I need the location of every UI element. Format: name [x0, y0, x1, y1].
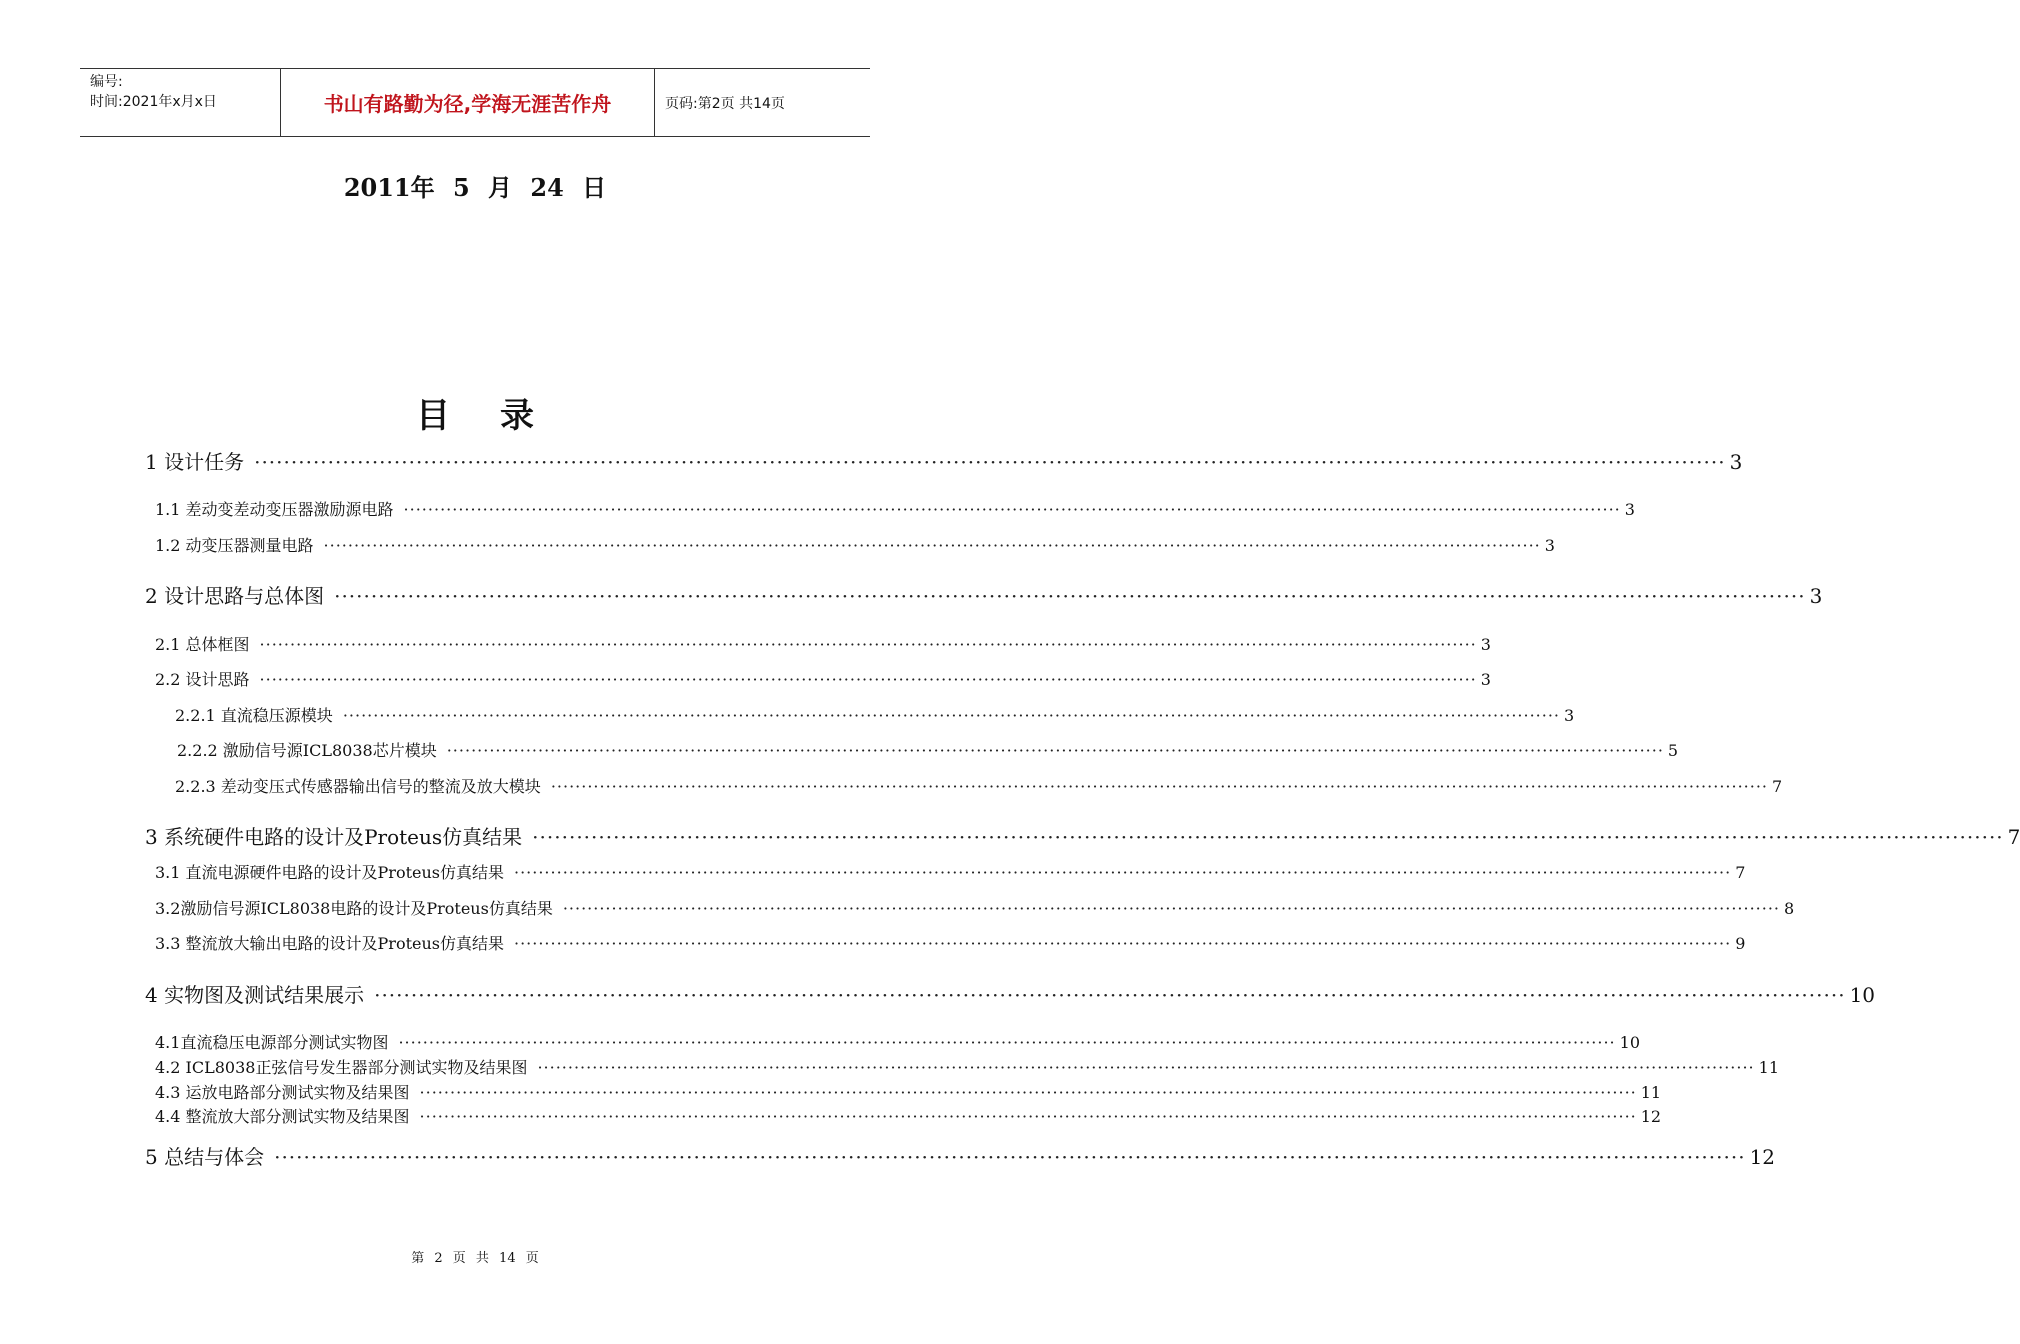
- toc-entry-text: 3.1 直流电源硬件电路的设计及Proteus仿真结果: [155, 863, 504, 882]
- toc-leader-dots: ········································································································································································································: [550, 777, 1768, 796]
- toc-entry-text: 4.3 运放电路部分测试实物及结果图: [155, 1083, 410, 1102]
- toc-entry[interactable]: [145, 580, 1823, 609]
- toc-leader-dots: ········································································································································································································: [342, 706, 1560, 725]
- toc-entry-page: 7: [2007, 825, 2020, 849]
- toc-entry[interactable]: [155, 1030, 1640, 1053]
- toc-entry-page: 7: [1735, 863, 1746, 882]
- page-footer: 第 2 页 共 14 页: [411, 1251, 539, 1266]
- toc-entry-text: 2 设计思路与总体图: [145, 584, 325, 608]
- toc-leader-dots: ········································································································································································································: [562, 899, 1781, 918]
- toc-entry[interactable]: [155, 896, 1795, 919]
- toc-leader-dots: ········································································································································································································: [446, 741, 1664, 760]
- toc-entry-text: 2.2.3 差动变压式传感器输出信号的整流及放大模块: [175, 777, 541, 796]
- toc-leader-dots: ········································································································································································································: [323, 536, 1541, 555]
- toc-entry-page: 3: [1729, 450, 1743, 474]
- toc-entry[interactable]: [145, 979, 1876, 1008]
- toc-entry-page: 3: [1809, 584, 1823, 608]
- header-number-label: 编号:: [90, 74, 123, 90]
- toc-entry[interactable]: [175, 703, 1575, 726]
- toc-entry-page: 12: [1749, 1145, 1776, 1169]
- toc-leader-dots: ········································································································································································································: [514, 863, 1732, 882]
- toc-leader-dots: ········································································································································································································: [419, 1107, 1637, 1126]
- header-page-info: 页码:第2页 共14页: [665, 95, 785, 112]
- page-header: [80, 68, 870, 137]
- toc-entry-text: 4 实物图及测试结果展示: [145, 983, 365, 1007]
- toc-entry-page: 3: [1564, 706, 1575, 725]
- toc-entry-page: 7: [1772, 777, 1783, 796]
- toc-entry-page: 11: [1640, 1083, 1662, 1102]
- toc-entry[interactable]: [155, 931, 1746, 954]
- toc-entry[interactable]: [177, 738, 1679, 761]
- toc-entry-text: 2.2.2 激励信号源ICL8038芯片模块: [177, 741, 437, 760]
- toc-leader-dots: ········································································································································································································: [403, 500, 1621, 519]
- toc-leader-dots: ········································································································································································································: [259, 670, 1477, 689]
- header-time-label: 时间:2021年x月x日: [90, 94, 217, 110]
- toc-entry-text: 3 系统硬件电路的设计及Proteus仿真结果: [145, 825, 523, 849]
- toc-entry[interactable]: [155, 1080, 1662, 1103]
- toc-entry-page: 5: [1667, 741, 1679, 760]
- toc-leader-dots: ········································································································································································································: [419, 1083, 1637, 1102]
- toc-leader-dots: ········································································································································································································: [537, 1058, 1755, 1077]
- toc-entry-page: 3: [1480, 670, 1491, 689]
- toc-entry-text: 4.2 ICL8038正弦信号发生器部分测试实物及结果图: [155, 1058, 528, 1077]
- toc-entry-text: 4.4 整流放大部分测试实物及结果图: [155, 1107, 410, 1126]
- toc-leader-dots: ········································································································································································································: [259, 635, 1477, 654]
- toc-entry-text: 1.2 动变压器测量电路: [155, 536, 314, 555]
- toc-entry[interactable]: [155, 667, 1491, 690]
- toc-entry[interactable]: [155, 1055, 1779, 1078]
- toc-entry-text: 1 设计任务: [145, 450, 245, 474]
- toc-leader-dots: ········································································································································································································: [374, 983, 1846, 1007]
- toc-entry-text: 2.1 总体框图: [155, 635, 250, 654]
- toc-entry[interactable]: [155, 497, 1635, 520]
- toc-leader-dots: ········································································································································································································: [274, 1145, 1746, 1169]
- toc-entry-text: 1.1 差动变差动变压器激励源电路: [155, 500, 394, 519]
- toc-entry-page: 10: [1619, 1033, 1640, 1052]
- toc-entry[interactable]: [145, 821, 2020, 850]
- document-date: 2011年 5 月 24 日: [343, 173, 607, 202]
- toc-entry-text: 3.2激励信号源ICL8038电路的设计及Proteus仿真结果: [155, 899, 553, 918]
- toc-entry[interactable]: [155, 860, 1746, 883]
- toc-entry[interactable]: [145, 446, 1743, 475]
- toc-entry-page: 9: [1735, 934, 1746, 953]
- toc-entry[interactable]: [155, 632, 1491, 655]
- toc-entry-text: 3.3 整流放大输出电路的设计及Proteus仿真结果: [155, 934, 504, 953]
- toc-leader-dots: ········································································································································································································: [334, 584, 1806, 608]
- toc-entry[interactable]: [155, 1104, 1662, 1127]
- toc-entry[interactable]: [175, 774, 1783, 797]
- toc-entry-page: 3: [1480, 635, 1491, 654]
- toc-leader-dots: ········································································································································································································: [254, 450, 1726, 474]
- header-motto: 书山有路勤为径,学海无涯苦作舟: [281, 69, 655, 136]
- toc-entry-text: 2.2 设计思路: [155, 670, 250, 689]
- toc-entry-text: 5 总结与体会: [145, 1145, 265, 1169]
- toc-entry-page: 3: [1544, 536, 1555, 555]
- toc-entry[interactable]: [145, 1141, 1776, 1170]
- toc-entry-text: 2.2.1 直流稳压源模块: [175, 706, 333, 725]
- toc-entry-page: 10: [1849, 983, 1876, 1007]
- toc-entry-page: 8: [1784, 899, 1795, 918]
- toc-title: 目录: [416, 396, 584, 436]
- toc-entry[interactable]: [155, 533, 1555, 556]
- toc-leader-dots: ········································································································································································································: [398, 1033, 1616, 1052]
- toc-leader-dots: ········································································································································································································: [532, 825, 2004, 849]
- header-meta: [80, 69, 281, 136]
- toc-entry-page: 12: [1640, 1107, 1662, 1126]
- toc-leader-dots: ········································································································································································································: [514, 934, 1732, 953]
- toc-entry-page: 11: [1758, 1058, 1779, 1077]
- toc-entry-page: 3: [1624, 500, 1635, 519]
- toc-entry-text: 4.1直流稳压电源部分测试实物图: [155, 1033, 389, 1052]
